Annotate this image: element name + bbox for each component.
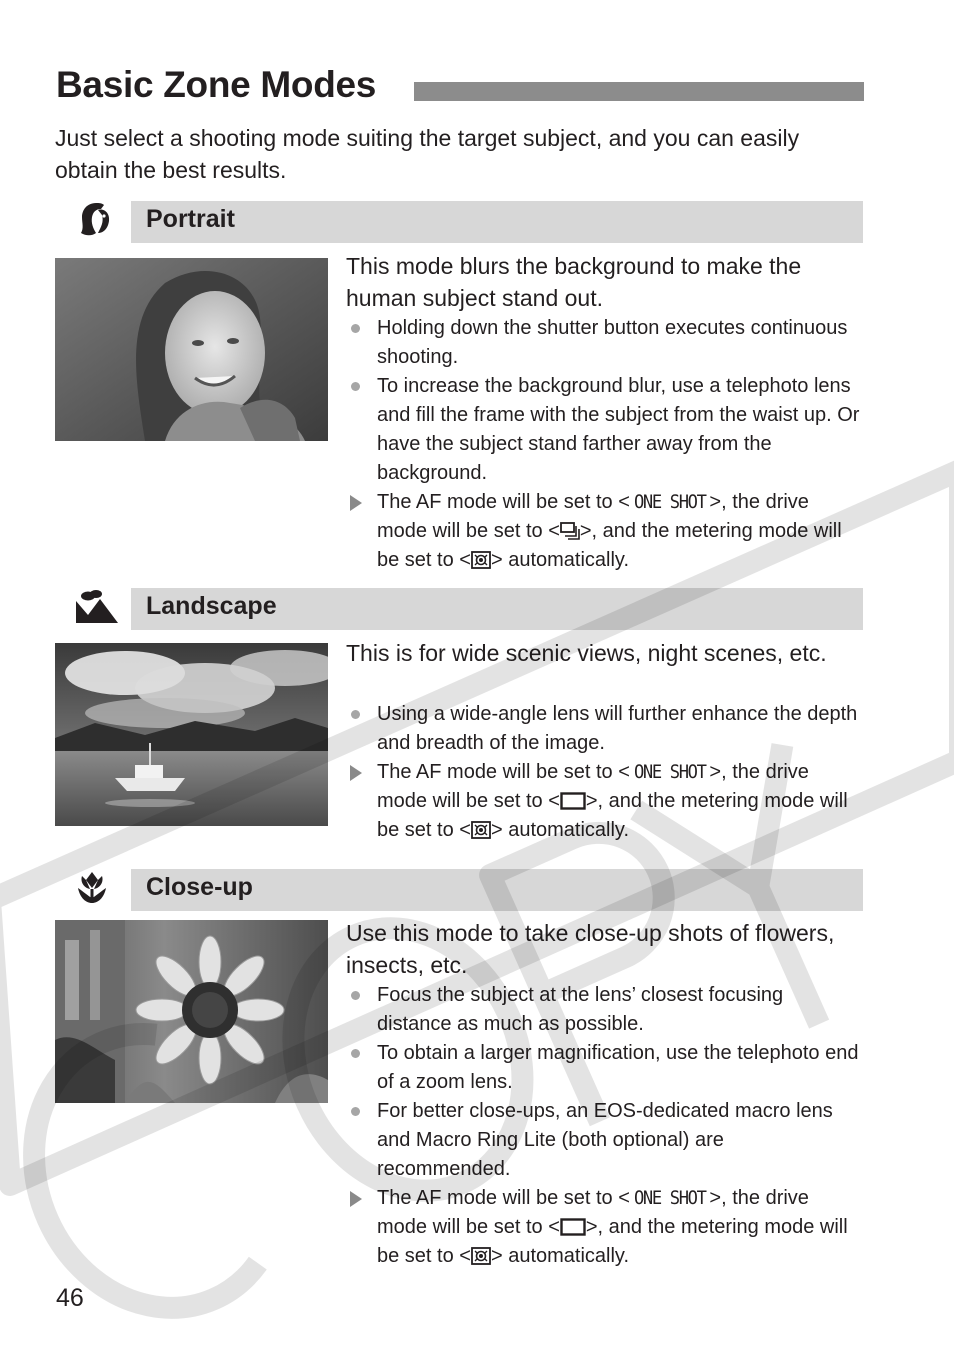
note-text: > automatically.: [490, 549, 629, 571]
portrait-photo: [55, 258, 328, 441]
page-title: Basic Zone Modes: [56, 64, 377, 105]
title-decoration-bar: [414, 82, 864, 101]
close-up-notes: [346, 981, 861, 1271]
note-text: The AF mode will be set to <: [377, 761, 630, 783]
close-up-mode-icon: [74, 868, 120, 908]
note-text: >, the drive mode will be set to <: [377, 761, 809, 812]
list-item: To obtain a larger magnification, use the telephoto end of a zoom lens.: [346, 1039, 861, 1097]
close-up-photo: [55, 920, 328, 1103]
evaluative-metering-icon: [471, 821, 491, 839]
landscape-mode-icon: [74, 587, 120, 627]
af-mode-note: [346, 758, 861, 845]
one-shot-label: ONE SHOT: [633, 491, 706, 513]
section-heading-label: Close-up: [146, 873, 253, 901]
page-number: 46: [56, 1284, 84, 1312]
landscape-notes: [346, 700, 861, 845]
close-up-description: Use this mode to take close-up shots of flowers, insects, etc.: [346, 920, 835, 978]
note-text: >, and the metering mode will be set to <: [377, 520, 842, 571]
evaluative-metering-icon: [471, 1247, 491, 1265]
note-text: > automatically.: [490, 1245, 629, 1267]
portrait-description: This mode blurs the background to make the human subject stand out.: [346, 253, 802, 311]
one-shot-label: ONE SHOT: [633, 761, 706, 783]
single-shooting-icon: [560, 1218, 586, 1236]
section-heading-close-up: [131, 869, 863, 911]
section-heading-landscape: [131, 588, 863, 630]
section-heading-label: Portrait: [146, 205, 235, 233]
landscape-photo: [55, 643, 328, 826]
list-item: Using a wide-angle lens will further enhance the depth and breadth of the image.: [346, 700, 861, 758]
af-mode-note: [346, 1184, 861, 1271]
landscape-description: This is for wide scenic views, night scenes, etc.: [346, 640, 827, 666]
section-heading-portrait: [131, 201, 863, 243]
note-text: >, the drive mode will be set to <: [377, 491, 809, 542]
note-text: >, and the metering mode will be set to <: [377, 1216, 848, 1267]
note-text: The AF mode will be set to <: [377, 1187, 630, 1209]
continuous-shooting-icon: [560, 522, 580, 540]
portrait-mode-icon: [74, 200, 120, 240]
af-mode-note: [346, 488, 861, 575]
note-text: >, the drive mode will be set to <: [377, 1187, 809, 1238]
evaluative-metering-icon: [471, 551, 491, 569]
list-item: To increase the background blur, use a telephoto lens and fill the frame with the subject from the waist up. Or have the subject stand farther away from the background.: [346, 372, 861, 488]
portrait-notes: [346, 314, 861, 575]
list-item: For better close-ups, an EOS-dedicated macro lens and Macro Ring Lite (both optional) are recommended.: [346, 1097, 861, 1184]
intro-text: Just select a shooting mode suiting the target subject, and you can easily obtain the best results.: [55, 125, 800, 183]
one-shot-label: ONE SHOT: [633, 1187, 706, 1209]
list-item: Holding down the shutter button executes continuous shooting.: [346, 314, 861, 372]
note-text: > automatically.: [490, 819, 629, 841]
section-heading-label: Landscape: [146, 592, 277, 620]
note-text: >, and the metering mode will be set to <: [377, 790, 848, 841]
list-item: Focus the subject at the lens’ closest focusing distance as much as possible.: [346, 981, 861, 1039]
note-text: The AF mode will be set to <: [377, 491, 630, 513]
single-shooting-icon: [560, 792, 586, 810]
